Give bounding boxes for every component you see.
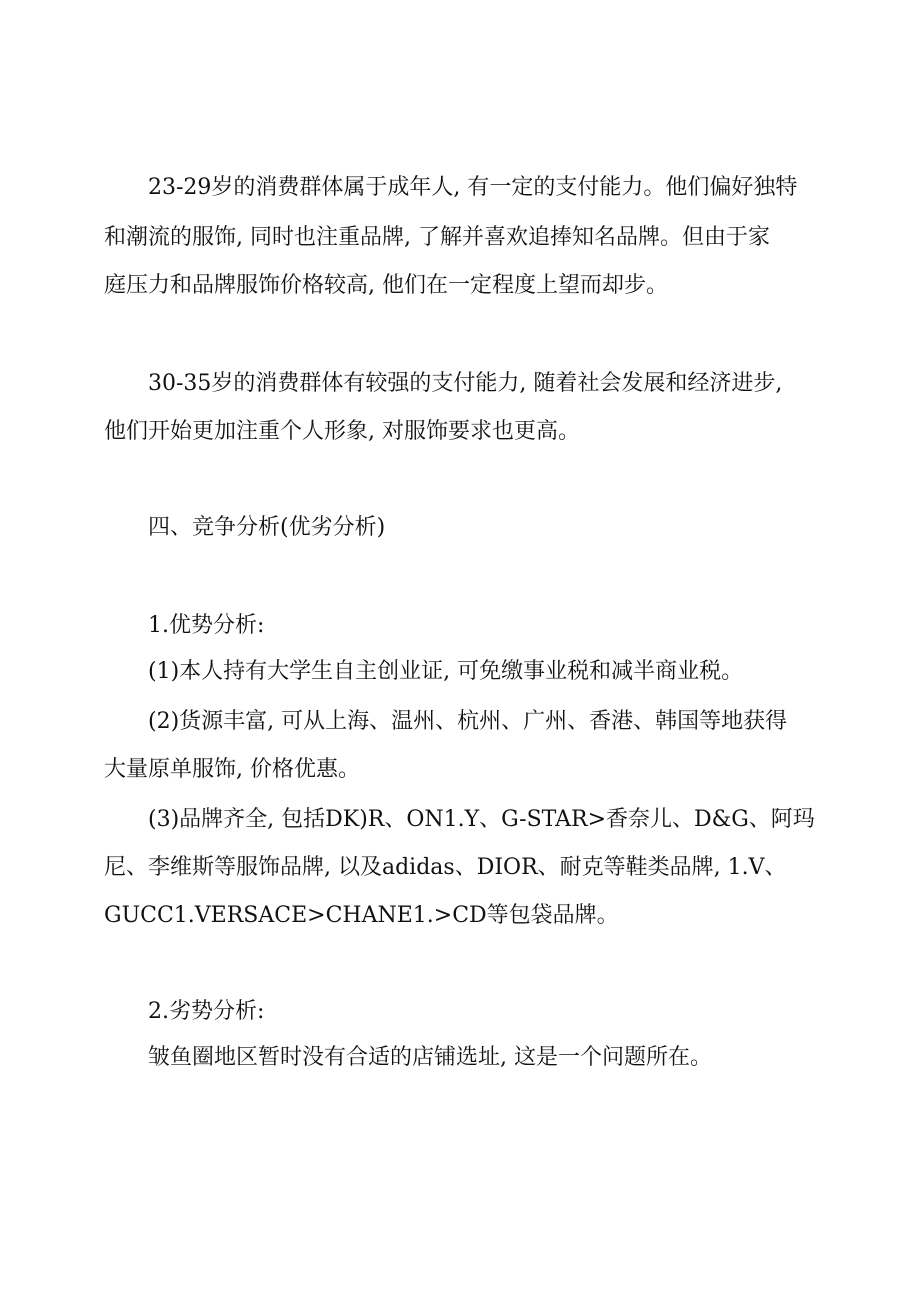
disadvantages-heading: 2.劣势分析: (148, 999, 265, 1024)
advantage-item-2-line-2: 大量原单服饰, 价格优惠。 (104, 757, 360, 782)
paragraph-1-line-3: 庭压力和品牌服饰价格较高, 他们在一定程度上望而却步。 (104, 273, 668, 298)
advantage-item-3-line-1: (3)品牌齐全, 包括DK)R、ON1.Y、G-STAR>香奈儿、D&G、阿玛 (148, 807, 815, 832)
section-heading: 四、竞争分析(优劣分析) (148, 515, 386, 540)
advantage-item-2-line-1: (2)货源丰富, 可从上海、温州、杭州、广州、香港、韩国等地获得 (148, 709, 788, 734)
advantage-item-3-line-2: 尼、李维斯等服饰品牌, 以及adidas、DIOR、耐克等鞋类品牌, 1.V、 (104, 855, 787, 880)
paragraph-1-line-2: 和潮流的服饰, 同时也注重品牌, 了解并喜欢追捧知名品牌。但由于家 (104, 225, 770, 250)
paragraph-1-line-1: 23-29岁的消费群体属于成年人, 有一定的支付能力。他们偏好独特 (148, 175, 798, 200)
advantages-heading: 1.优势分析: (148, 613, 265, 638)
paragraph-2-line-2: 他们开始更加注重个人形象, 对服饰要求也更高。 (104, 419, 580, 444)
disadvantage-item-1: 皱鱼圈地区暂时没有合适的店铺选址, 这是一个问题所在。 (148, 1045, 712, 1070)
advantage-item-1: (1)本人持有大学生自主创业证, 可免缴事业税和减半商业税。 (148, 659, 744, 684)
advantage-item-3-line-3: GUCC1.VERSACE>CHANE1.>CD等包袋品牌。 (104, 903, 619, 928)
paragraph-2-line-1: 30-35岁的消费群体有较强的支付能力, 随着社会发展和经济进步, (148, 371, 783, 396)
